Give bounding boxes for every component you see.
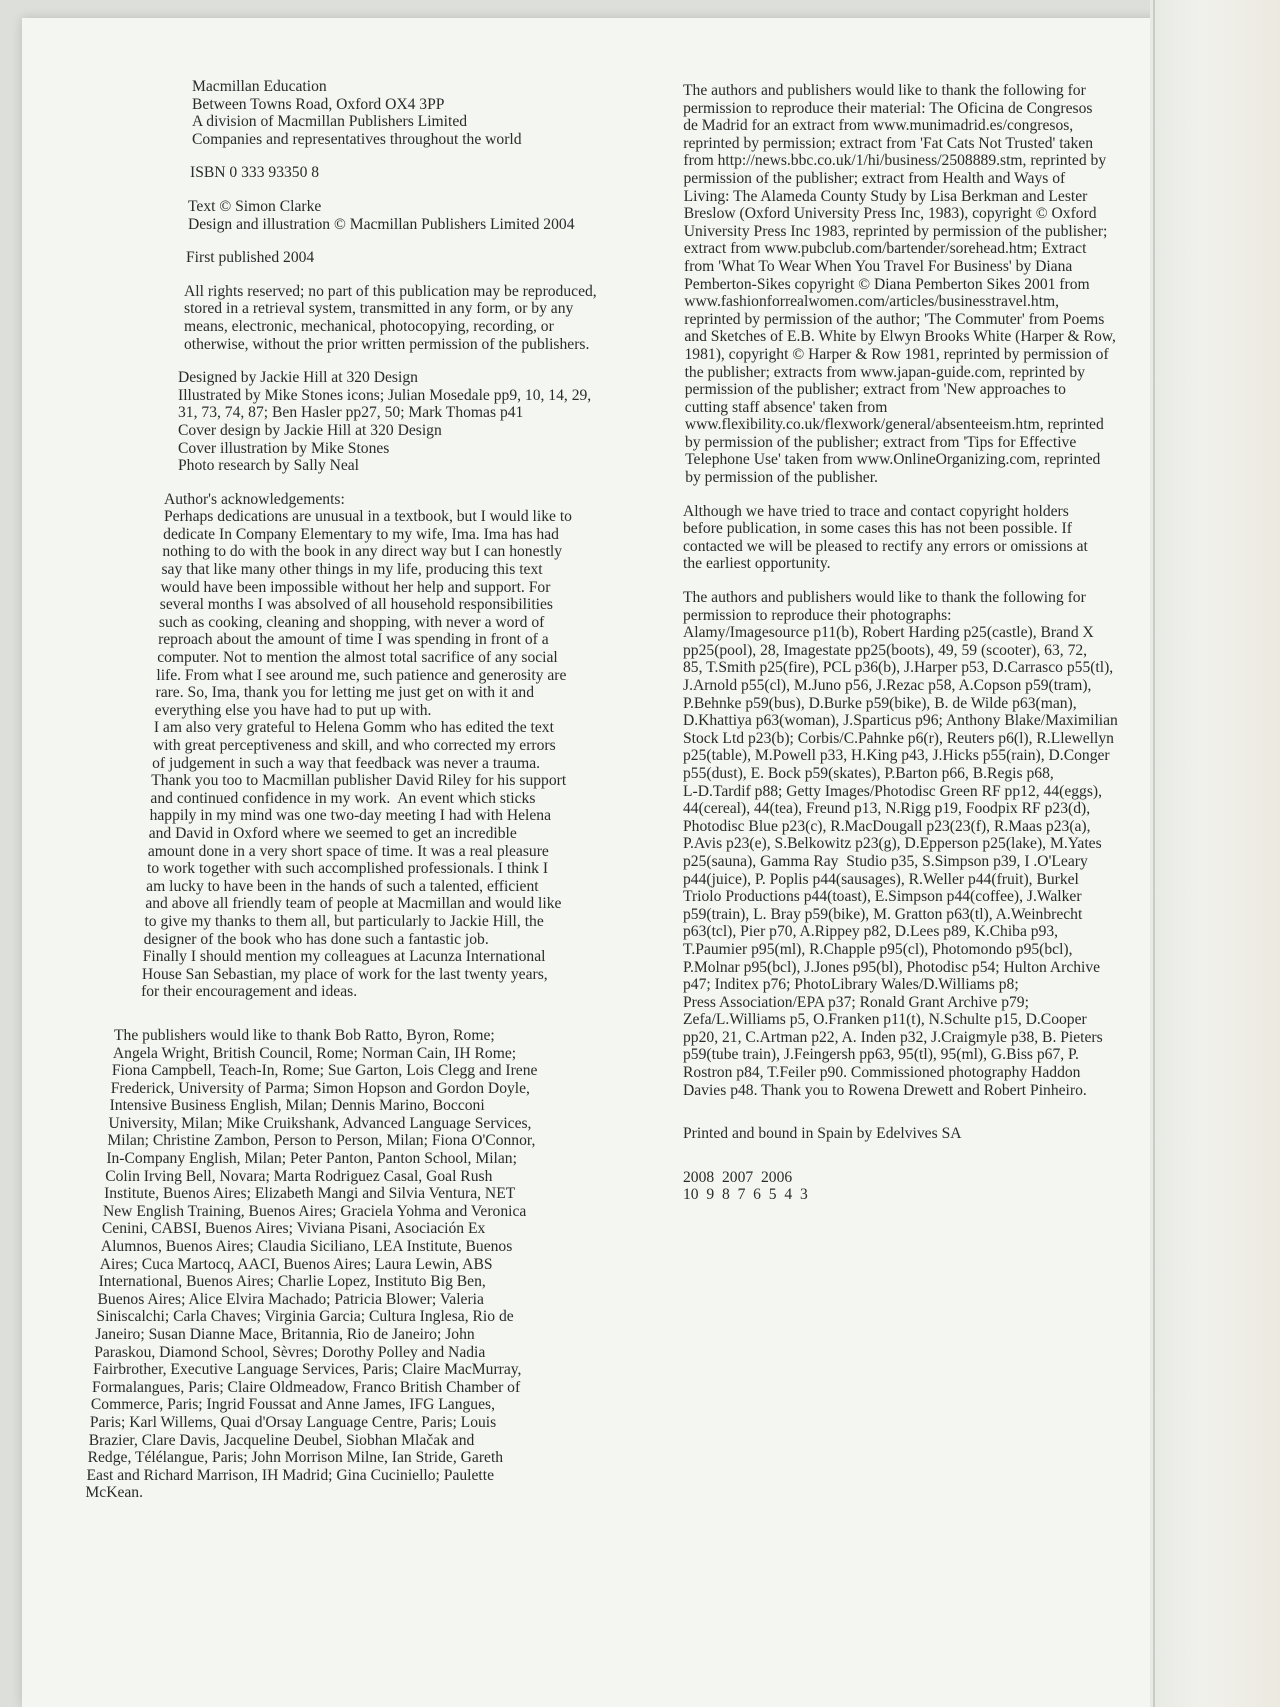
copyright-trace-text xyxy=(683,503,1203,573)
acknowledgements-block xyxy=(68,491,648,1001)
photo-credits-line: pp25(pool), 28, Imagestate pp25(boots), 49, 59 (scooter), 63, 72, xyxy=(683,641,1088,659)
imprint-line: Macmillan Education xyxy=(192,78,327,95)
photo-credits-line: P.Molnar p95(bcl), J.Jones p95(bl), Photodisc p54; Hulton Archive xyxy=(683,958,1101,976)
rights-line: otherwise, without the prior written permission of the publishers. xyxy=(184,335,590,353)
acknowledgements-line: to give my thanks to them all, but particularly to Jackie Hill, the xyxy=(144,912,544,930)
publishers-thanks-line: Institute, Buenos Aires; Elizabeth Mangi and Silvia Ventura, NET xyxy=(104,1185,516,1203)
acknowledgements-line: would have been impossible without her help and support. For xyxy=(160,578,551,596)
credits-line: 31, 73, 74, 87; Ben Hasler pp27, 50; Mark Thomas p41 xyxy=(178,404,524,422)
acknowledgements-line: Thank you too to Macmillan publisher David Riley for his support xyxy=(151,772,567,790)
publishers-thanks-line: East and Richard Marrison, IH Madrid; Gina Cuciniello; Paulette xyxy=(86,1466,495,1484)
photo-credits-line: p59(tube train), J.Feingersh pp63, 95(tl), 95(ml), G.Biss p67, P. xyxy=(683,1046,1079,1064)
copyright-trace-line: before publication, in some cases this has not been possible. If xyxy=(683,520,1072,538)
permissions-line: from http://news.bbc.co.uk/1/hi/business/2508889.stm, reprinted by xyxy=(683,152,1107,170)
photo-credits-line: p47; Inditex p76; PhotoLibrary Wales/D.Williams p8; xyxy=(683,976,1019,994)
publishers-thanks-block xyxy=(68,1027,648,1502)
permissions-line: de Madrid for an extract from www.munimadrid.es/congresos, xyxy=(683,117,1074,135)
photo-credits-line: L-D.Tardif p88; Getty Images/Photodisc Green RF pp12, 44(eggs), xyxy=(683,782,1102,800)
acknowledgements-line: and above all friendly team of people at Macmillan and would like xyxy=(145,895,562,913)
permissions-line: cutting staff absence' taken from xyxy=(684,398,888,416)
publishers-thanks-line: Aires; Cuca Martocq, AACI, Buenos Aires; Laura Lewin, ABS xyxy=(99,1255,493,1273)
acknowledgements-line: Finally I should mention my colleagues at Lacunza International xyxy=(142,948,546,966)
acknowledgements-heading: Author's acknowledgements: xyxy=(164,490,345,508)
acknowledgements-line: and David in Oxford where we seemed to get an incredible xyxy=(148,824,517,842)
publishers-thanks-line: Fiona Campbell, Teach-In, Rome; Sue Garton, Lois Clegg and Irene xyxy=(111,1062,538,1080)
publishers-thanks-line: University, Milan; Mike Cruikshank, Advanced Language Services, xyxy=(108,1114,532,1132)
acknowledgements-line: computer. Not to mention the almost total sacrifice of any social xyxy=(157,649,558,667)
acknowledgements-line: of judgement in such a way that feedback was never a trauma. xyxy=(152,754,541,772)
permissions-line: by permission of the publisher; extract from 'Tips for Effective xyxy=(685,433,1077,451)
permissions-line: University Press Inc 1983, reprinted by permission of the publisher; xyxy=(683,222,1108,240)
permissions-line: Telephone Use' taken from www.OnlineOrganizing.com, reprinted xyxy=(685,451,1101,469)
acknowledgements-line: to work together with such accomplished professionals. I think I xyxy=(147,860,549,878)
copyright-trace-line: the earliest opportunity. xyxy=(683,555,831,573)
publishers-thanks-text xyxy=(85,1026,648,1502)
acknowledgements-line: I am also very grateful to Helena Gomm who has edited the text xyxy=(153,719,554,737)
copyright-trace-line: Although we have tried to trace and contact copyright holders xyxy=(683,502,1069,520)
copyright-block xyxy=(68,198,648,233)
publishers-thanks-line: Buenos Aires; Alice Elvira Machado; Patricia Blower; Valeria xyxy=(97,1290,484,1308)
publishers-thanks-line: Colin Irving Bell, Novara; Marta Rodriguez Casal, Goal Rush xyxy=(105,1167,493,1185)
credits-line: Photo research by Sally Neal xyxy=(178,457,360,475)
acknowledgements-line: designer of the book who has done such a fantastic job. xyxy=(143,930,489,948)
photo-credits-line: 85, T.Smith p25(fire), PCL p36(b), J.Harper p53, D.Carrasco p55(tl), xyxy=(683,659,1114,677)
permissions-line: from 'What To Wear When You Travel For Business' by Diana xyxy=(684,257,1073,275)
print-run-numbers: 10 9 8 7 6 5 4 3 xyxy=(683,1186,808,1204)
photo-credits-line: Photodisc Blue p23(c), R.MacDougall p23(23(f), R.Maas p23(a), xyxy=(683,817,1091,835)
permissions-line: reprinted by permission; extract from 'Fat Cats Not Trusted' taken xyxy=(683,134,1093,152)
publishers-thanks-line: Siniscalchi; Carla Chaves; Virginia Garcia; Cultura Inglesa, Rio de xyxy=(96,1308,514,1326)
photo-credits-line: Rostron p84, T.Feiler p90. Commissioned photography Haddon xyxy=(683,1064,1081,1082)
permissions-line: 1981), copyright © Harper & Row 1981, reprinted by permission of xyxy=(684,345,1109,363)
acknowledgements-line: and continued confidence in my work. An event which sticks xyxy=(150,789,536,807)
photo-credits-text xyxy=(683,589,1203,1099)
photo-credits-block xyxy=(683,589,1203,1099)
acknowledgements-line: rare. So, Ima, thank you for letting me just get on with it and xyxy=(155,684,535,702)
acknowledgements-line: such as cooking, cleaning and shopping, with never a word of xyxy=(158,613,545,631)
photo-credits-line: Press Association/EPA p37; Ronald Grant Archive p79; xyxy=(683,993,1029,1011)
publishers-thanks-line: In-Company English, Milan; Peter Panton, Panton School, Milan; xyxy=(106,1150,517,1168)
publishers-thanks-line: Paris; Karl Willems, Quai d'Orsay Language Centre, Paris; Louis xyxy=(89,1413,497,1431)
permissions-line: permission to reproduce their material: The Oficina de Congresos xyxy=(683,99,1093,117)
permissions-line: Breslow (Oxford University Press Inc, 1983), copyright © Oxford xyxy=(683,205,1097,223)
publishers-thanks-line: Milan; Christine Zambon, Person to Person, Milan; Fiona O'Connor, xyxy=(107,1132,536,1150)
photo-credits-line: permission to reproduce their photographs: xyxy=(683,606,952,624)
photo-credits-line: Zefa/L.Williams p5, O.Franken p11(t), N.Schulte p15, D.Cooper xyxy=(683,1011,1087,1029)
publishers-thanks-line: Formalangues, Paris; Claire Oldmeadow, Franco British Chamber of xyxy=(92,1378,521,1396)
acknowledgements-line: for their encouragement and ideas. xyxy=(141,983,358,1001)
credits-line: Cover illustration by Mike Stones xyxy=(178,439,390,457)
permissions-line: permission of the publisher; extract from 'New approaches to xyxy=(684,381,1066,399)
photo-credits-line: J.Arnold p55(cl), M.Juno p56, J.Rezac p58, A.Copson p59(tram), xyxy=(683,677,1092,694)
publishers-thanks-line: Cenini, CABSI, Buenos Aires; Viviana Pisani, Asociación Ex xyxy=(101,1220,486,1238)
photo-credits-line: Stock Ltd p23(b); Corbis/C.Pahnke p6(r), Reuters p6(l), R.Llewellyn xyxy=(683,729,1114,747)
imprint-line: Between Towns Road, Oxford OX4 3PP xyxy=(192,95,445,113)
acknowledgements-line: with great perceptiveness and skill, and who corrected my errors xyxy=(152,737,556,754)
photo-credits-line: 44(cereal), 44(tea), Freund p13, N.Rigg p19, Foodpix RF p23(d), xyxy=(683,800,1091,818)
photo-credits-line: P.Avis p23(e), S.Belkowitz p23(g), D.Epperson p25(lake), M.Yates xyxy=(683,835,1102,853)
publishers-thanks-line: Intensive Business English, Milan; Dennis Marino, Bocconi xyxy=(109,1097,485,1115)
publishers-thanks-line: Paraskou, Diamond School, Sèvres; Dorothy Polley and Nadia xyxy=(94,1343,486,1361)
permissions-line: The authors and publishers would like to thank the following for xyxy=(683,82,1086,99)
publishers-thanks-line: Alumnos, Buenos Aires; Claudia Siciliano, LEA Institute, Buenos xyxy=(100,1238,513,1256)
publishers-thanks-line: New English Training, Buenos Aires; Graciela Yohma and Veronica xyxy=(103,1202,527,1220)
photo-credits-line: p25(sauna), Gamma Ray Studio p35, S.Simpson p39, I .O'Leary xyxy=(683,852,1088,870)
permissions-line: by permission of the publisher. xyxy=(685,469,878,487)
permissions-text xyxy=(683,82,1203,487)
left-column xyxy=(68,60,648,1502)
photo-credits-line: D.Khattiya p63(woman), J.Sparticus p96; Anthony Blake/Maximilian xyxy=(683,712,1118,730)
permissions-line: the publisher; extracts from www.japan-guide.com, reprinted by xyxy=(684,363,1085,381)
photo-credits-line: p25(table), M.Powell p33, H.King p43, J.Hicks p55(rain), D.Conger xyxy=(683,747,1110,765)
permissions-line: www.fashionforrealwomen.com/articles/businesstravel.htm, xyxy=(684,293,1060,311)
acknowledgements-line: nothing to do with the book in any direct way but I can honestly xyxy=(162,543,563,561)
credits-line: Illustrated by Mike Stones icons; Julian Mosedale pp9, 10, 14, 29, xyxy=(178,386,592,404)
copyright-line: Design and illustration © Macmillan Publishers Limited 2004 xyxy=(188,215,575,233)
acknowledgements-line: amount done in a very short space of time. It was a real pleasure xyxy=(147,842,549,860)
publishers-thanks-line: Brazier, Clare Davis, Jacqueline Deubel, Siobhan Mlačak and xyxy=(88,1431,475,1449)
imprint-line: A division of Macmillan Publishers Limited xyxy=(192,113,468,131)
imprint-block xyxy=(68,78,648,148)
publishers-thanks-line: Frederick, University of Parma; Simon Hopson and Gordon Doyle, xyxy=(110,1079,530,1097)
right-column xyxy=(683,60,1203,1204)
printed-by: Printed and bound in Spain by Edelvives SA xyxy=(683,1125,962,1143)
imprint-line: Companies and representatives throughout the world xyxy=(192,130,522,148)
print-years: 2008 2007 2006 xyxy=(683,1168,793,1186)
photo-credits-line: pp20, 21, C.Artman p22, A. Inden p32, J.Craigmyle p38, B. Pieters xyxy=(683,1028,1103,1046)
acknowledgements-line: say that like many other things in my life, producing this text xyxy=(161,561,543,579)
credits-line: Designed by Jackie Hill at 320 Design xyxy=(178,369,418,387)
permissions-block xyxy=(683,82,1203,487)
publishers-thanks-line: Fairbrother, Executive Language Services, Paris; Claire MacMurray, xyxy=(93,1361,522,1379)
acknowledgements-line: dedicate In Company Elementary to my wife, Ima. Ima has had xyxy=(163,525,559,543)
photo-credits-line: P.Behnke p59(bus), D.Burke p59(bike), B. de Wilde p63(man), xyxy=(683,694,1077,712)
copyright-trace-line: contacted we will be pleased to rectify any errors or omissions at xyxy=(683,537,1088,555)
photo-credits-line: Davies p48. Thank you to Rowena Drewett and Robert Pinheiro. xyxy=(683,1081,1087,1099)
photo-credits-line: Alamy/Imagesource p11(b), Robert Harding p25(castle), Brand X xyxy=(683,624,1094,642)
publishers-thanks-line: The publishers would like to thank Bob Ratto, Byron, Rome; xyxy=(114,1026,495,1044)
print-run-block xyxy=(683,1169,1203,1204)
acknowledgements-line: Perhaps dedications are unusual in a textbook, but I would like to xyxy=(164,508,572,526)
photo-credits-line: T.Paumier p95(ml), R.Chapple p95(cl), Photomondo p95(bcl), xyxy=(683,940,1073,958)
photo-credits-line: p59(train), L. Bray p59(bike), M. Gratton p63(tl), A.Weinbrecht xyxy=(683,905,1083,923)
acknowledgements-line: happily in my mind was one two-day meeting I had with Helena xyxy=(149,807,552,825)
publishers-thanks-line: Redge, Télélangue, Paris; John Morrison Milne, Ian Stride, Gareth xyxy=(87,1449,504,1467)
acknowledgements-text xyxy=(141,508,648,1001)
publishers-thanks-line: McKean. xyxy=(85,1484,143,1502)
photo-credits-line: Triolo Productions p44(toast), E.Simpson p44(coffee), J.Walker xyxy=(683,888,1082,906)
rights-block xyxy=(68,283,648,353)
first-published: First published 2004 xyxy=(186,249,315,267)
rights-line: All rights reserved; no part of this publication may be reproduced, xyxy=(184,282,597,300)
permissions-line: Living: The Alameda County Study by Lisa Berkman and Lester xyxy=(683,187,1088,205)
publishers-thanks-line: Janeiro; Susan Dianne Mace, Britannia, Rio de Janeiro; John xyxy=(95,1326,475,1343)
acknowledgements-line: reproach about the amount of time I was spending in front of a xyxy=(158,631,549,649)
photo-credits-line: p55(dust), E. Bock p59(skates), P.Barton p66, B.Regis p68, xyxy=(683,764,1054,782)
copyright-line: Text © Simon Clarke xyxy=(188,197,322,215)
publishers-thanks-line: International, Buenos Aires; Charlie Lopez, Instituto Big Ben, xyxy=(98,1273,486,1291)
publishers-thanks-line: Angela Wright, British Council, Rome; Norman Cain, IH Rome; xyxy=(112,1044,517,1062)
copyright-trace-block xyxy=(683,503,1203,573)
acknowledgements-line: House San Sebastian, my place of work for the last twenty years, xyxy=(141,965,548,983)
photo-credits-line: The authors and publishers would like to thank the following for xyxy=(683,589,1086,607)
acknowledgements-line: am lucky to have been in the hands of such a talented, efficient xyxy=(146,877,539,895)
permissions-line: Pemberton-Sikes copyright © Diana Pemberton Sikes 2001 from xyxy=(684,275,1090,293)
credits-block xyxy=(68,369,648,475)
permissions-line: permission of the publisher; extract from Health and Ways of xyxy=(683,169,1066,187)
photo-credits-line: p63(tcl), Pier p70, A.Rippey p82, D.Lees p89, K.Chiba p93, xyxy=(683,923,1059,941)
permissions-line: and Sketches of E.B. White by Elwyn Brooks White (Harper & Row, xyxy=(684,328,1116,346)
permissions-line: extract from www.pubclub.com/bartender/sorehead.htm; Extract xyxy=(683,240,1087,258)
permissions-line: reprinted by permission of the author; 'The Commuter' from Poems xyxy=(684,310,1105,328)
acknowledgements-line: several months I was absolved of all household responsibilities xyxy=(159,596,553,614)
permissions-line: www.flexibility.co.uk/flexwork/general/absenteeism.htm, reprinted xyxy=(684,416,1104,434)
publishers-thanks-line: Commerce, Paris; Ingrid Foussat and Anne James, IFG Langues, xyxy=(90,1396,495,1414)
acknowledgements-line: everything else you have had to put up with. xyxy=(154,701,432,719)
acknowledgements-line: life. From what I see around me, such patience and generosity are xyxy=(156,666,567,684)
isbn: ISBN 0 333 93350 8 xyxy=(190,164,320,182)
rights-line: stored in a retrieval system, transmitted in any form, or by any xyxy=(184,300,574,318)
rights-line: means, electronic, mechanical, photocopying, recording, or xyxy=(184,317,554,335)
photo-credits-line: p44(juice), P. Poplis p44(sausages), R.Weller p44(fruit), Burkel xyxy=(683,870,1079,888)
credits-line: Cover design by Jackie Hill at 320 Design xyxy=(178,421,442,439)
